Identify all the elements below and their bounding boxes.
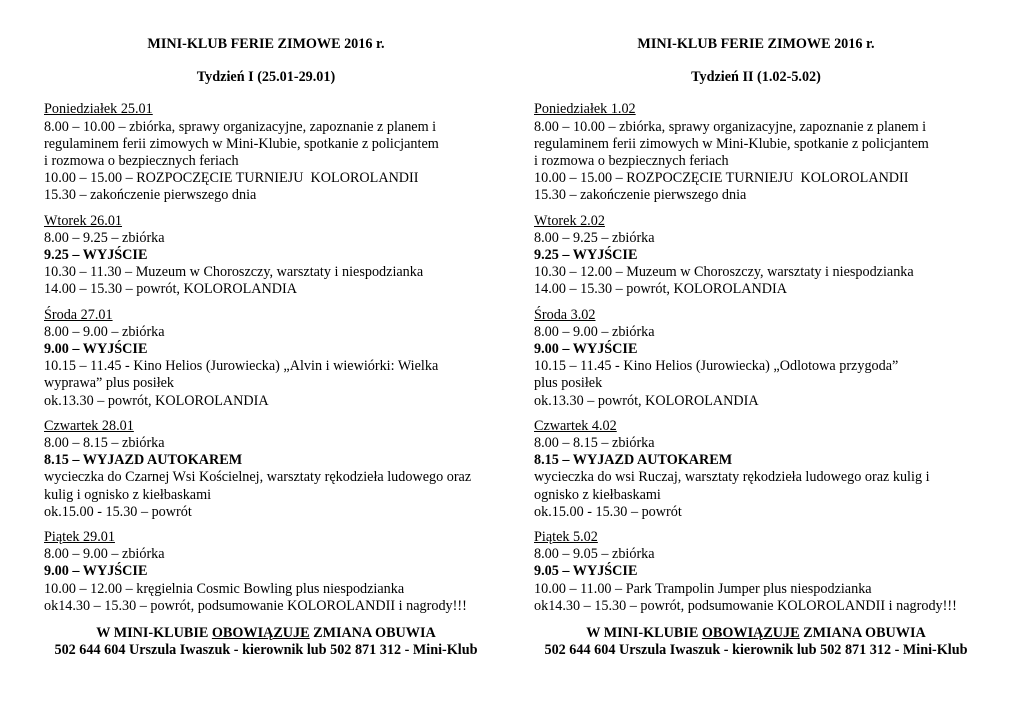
footer-contact: 502 644 604 Urszula Iwaszuk - kierownik lub 502 871 312 - Mini-Klub [54,642,478,659]
schedule-line: 14.00 – 15.30 – powrót, KOLOROLANDIA [534,281,787,298]
day-block [534,529,984,615]
schedule-line: regulaminem ferii zimowych w Mini-Klubie, spotkanie z policjantem [534,135,929,152]
footer [44,625,488,659]
schedule-line: plus posiłek [534,375,603,392]
schedule-line: wycieczka do Czarnej Wsi Kościelnej, warsztaty rękodzieła ludowego oraz [44,469,472,486]
document-title: MINI-KLUB FERIE ZIMOWE 2016 r. [637,36,875,52]
schedule-line: ok14.30 – 15.30 – powrót, podsumowanie KOLOROLANDII i nagrody!!! [44,597,467,614]
footer-notice-post: ZMIANA OBUWIA [799,625,926,642]
day-block [534,101,984,204]
day-heading: Czwartek 4.02 [534,417,617,434]
schedule-line: 10.30 – 12.00 – Muzeum w Choroszczy, warsztaty i niespodzianka [534,264,914,281]
day-heading: Wtorek 26.01 [44,212,123,229]
schedule-line: 8.00 – 9.00 – zbiórka [44,546,165,563]
day-block [44,101,494,204]
day-heading: Środa 27.01 [44,306,113,323]
schedule-highlight-line: 9.00 – WYJŚCIE [44,341,148,358]
schedule-line: ok.15.00 - 15.30 – powrót [44,503,192,520]
day-heading: Piątek 5.02 [534,529,598,546]
footer-notice-pre: W MINI-KLUBIE [586,625,702,642]
schedule-line: regulaminem ferii zimowych w Mini-Klubie, spotkanie z policjantem [44,135,439,152]
schedule-line: ok.13.30 – powrót, KOLOROLANDIA [534,392,759,409]
schedule-highlight-line: 9.00 – WYJŚCIE [534,341,638,358]
schedule-line: kulig i ognisko z kiełbaskami [44,486,212,503]
footer-notice [44,625,488,642]
footer-notice [534,625,978,642]
schedule-line: 8.00 – 10.00 – zbiórka, sprawy organizacyjne, zapoznanie z planem i [44,118,437,135]
schedule-line: 10.00 – 12.00 – kręgielnia Cosmic Bowling plus niespodzianka [44,580,405,597]
day-block [534,307,984,410]
schedule-line: 10.30 – 11.30 – Muzeum w Choroszczy, warsztaty i niespodzianka [44,264,424,281]
schedule-line: 8.00 – 9.25 – zbiórka [44,229,165,246]
day-block [44,418,494,521]
schedule-line: i rozmowa o bezpiecznych feriach [44,153,239,170]
day-block [44,307,494,410]
schedule-line: wycieczka do wsi Ruczaj, warsztaty rękodzieła ludowego oraz kulig i [534,469,930,486]
schedule-line: 10.00 – 11.00 – Park Trampolin Jumper plus niespodzianka [534,580,872,597]
schedule-highlight-line: 9.25 – WYJŚCIE [534,247,638,264]
schedule-line: 15.30 – zakończenie pierwszego dnia [44,187,257,204]
schedule-line: 8.00 – 10.00 – zbiórka, sprawy organizacyjne, zapoznanie z planem i [534,118,927,135]
day-heading: Środa 3.02 [534,306,596,323]
day-heading: Piątek 29.01 [44,529,115,546]
footer-notice-underlined: OBOWIĄZUJE [701,625,800,642]
schedule-highlight-line: 9.05 – WYJŚCIE [534,563,638,580]
schedule-line: wyprawa” plus posiłek [44,375,175,392]
schedule-highlight-line: 8.15 – WYJAZD AUTOKAREM [534,452,733,469]
footer [534,625,978,659]
schedule-line: 8.00 – 9.00 – zbiórka [534,323,655,340]
schedule-line: 10.00 – 15.00 – ROZPOCZĘCIE TURNIEJU KOLOROLANDII [44,170,419,187]
day-heading: Czwartek 28.01 [44,417,134,434]
schedule-highlight-line: 9.00 – WYJŚCIE [44,563,148,580]
schedule-line: 8.00 – 9.00 – zbiórka [44,323,165,340]
day-list [534,101,984,615]
schedule-line: 8.00 – 9.25 – zbiórka [534,229,655,246]
schedule-line: 14.00 – 15.30 – powrót, KOLOROLANDIA [44,281,297,298]
schedule-line: ognisko z kiełbaskami [534,486,661,503]
schedule-line: i rozmowa o bezpiecznych feriach [534,153,729,170]
day-block [44,213,494,299]
day-list [44,101,494,615]
day-block [534,418,984,521]
schedule-line: 8.00 – 9.05 – zbiórka [534,546,655,563]
schedule-line: ok.15.00 - 15.30 – powrót [534,503,682,520]
schedule-line: 15.30 – zakończenie pierwszego dnia [534,187,747,204]
document-title: MINI-KLUB FERIE ZIMOWE 2016 r. [147,36,385,52]
week-subtitle: Tydzień II (1.02-5.02) [691,69,821,86]
footer-notice-underlined: OBOWIĄZUJE [211,625,310,642]
schedule-line: 8.00 – 8.15 – zbiórka [534,435,655,452]
week-1-column [44,36,494,660]
week-subtitle: Tydzień I (25.01-29.01) [196,69,336,86]
footer-contact: 502 644 604 Urszula Iwaszuk - kierownik lub 502 871 312 - Mini-Klub [544,642,968,659]
schedule-line: 10.15 – 11.45 - Kino Helios (Jurowiecka) „Alvin i wiewiórki: Wielka [44,358,439,375]
footer-notice-post: ZMIANA OBUWIA [309,625,436,642]
schedule-highlight-line: 9.25 – WYJŚCIE [44,247,148,264]
footer-notice-pre: W MINI-KLUBIE [96,625,212,642]
schedule-line: 8.00 – 8.15 – zbiórka [44,435,165,452]
schedule-line: 10.15 – 11.45 - Kino Helios (Jurowiecka) „Odlotowa przygoda” [534,358,899,375]
week-2-column [534,36,984,660]
day-block [44,529,494,615]
schedule-line: ok.13.30 – powrót, KOLOROLANDIA [44,392,269,409]
day-block [534,213,984,299]
day-heading: Wtorek 2.02 [534,212,605,229]
schedule-line: ok14.30 – 15.30 – powrót, podsumowanie KOLOROLANDII i nagrody!!! [534,597,957,614]
schedule-line: 10.00 – 15.00 – ROZPOCZĘCIE TURNIEJU KOLOROLANDII [534,170,909,187]
day-heading: Poniedziałek 1.02 [534,101,636,118]
day-heading: Poniedziałek 25.01 [44,101,153,118]
schedule-highlight-line: 8.15 – WYJAZD AUTOKAREM [44,452,243,469]
